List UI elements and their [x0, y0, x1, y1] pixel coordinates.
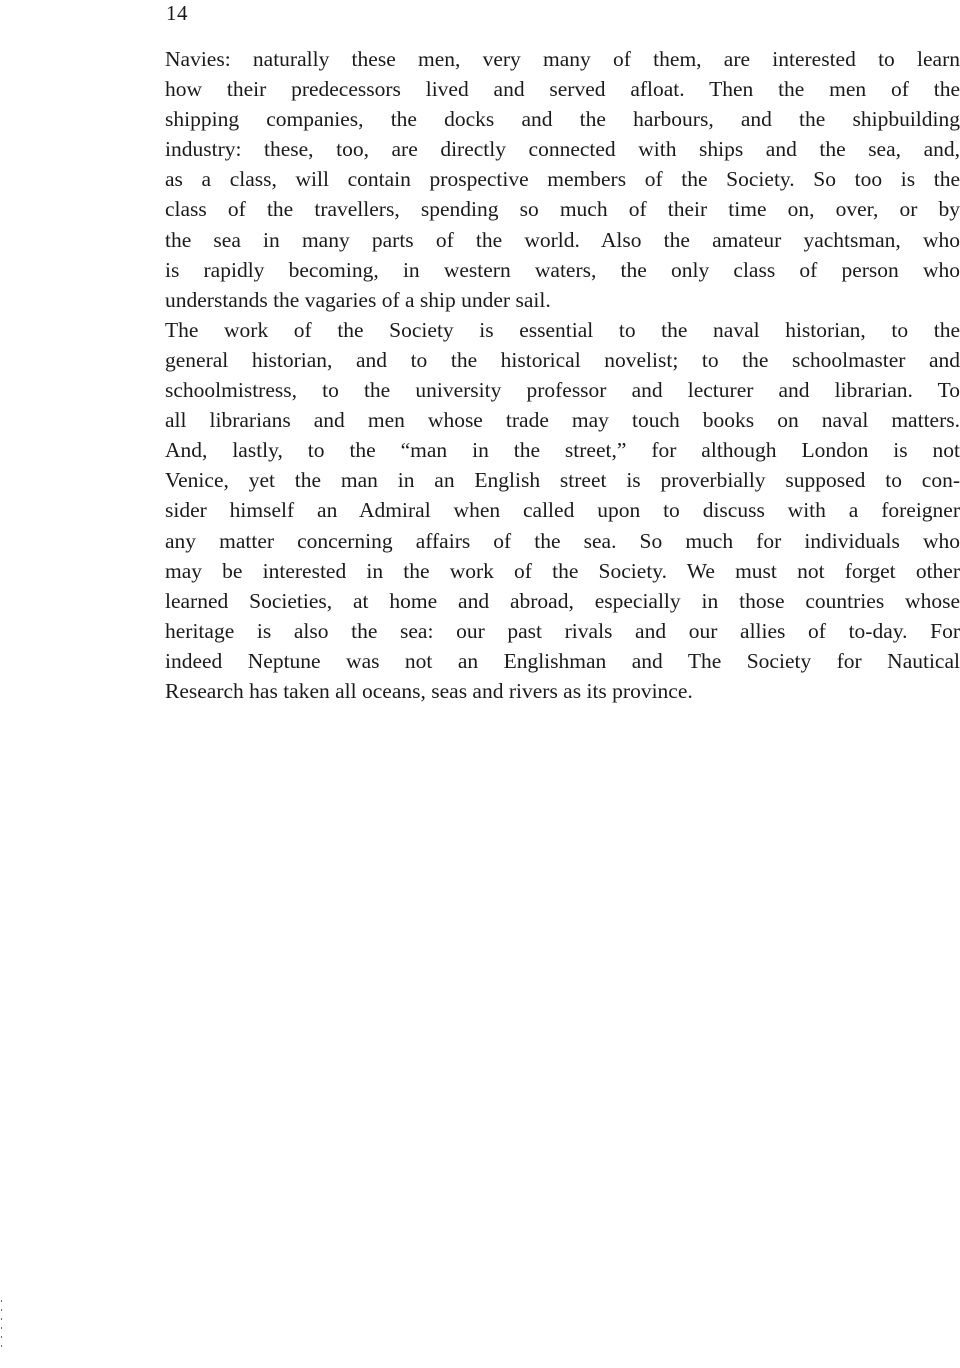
text-line: And, lastly, to the “man in the street,” for although London is not: [165, 438, 960, 463]
text-line: understands the vagaries of a ship under sail.: [165, 287, 551, 312]
text-line: sider himself an Admiral when called upon to discuss with a foreigner: [165, 498, 960, 523]
text-line: Navies: naturally these men, very many of them, are interested to learn: [165, 47, 960, 71]
scan-margin-marks: [1, 1300, 4, 1366]
text-line: may be interested in the work of the Society. We must not forget other: [165, 558, 960, 583]
text-line: schoolmistress, to the university professor and lecturer and librarian. To: [165, 378, 960, 403]
text-line: The work of the Society is essential to the naval historian, to the: [165, 317, 960, 342]
text-line: all librarians and men whose trade may touch books on naval matters.: [165, 408, 960, 433]
text-line: indeed Neptune was not an Englishman and The Society for Nautical: [165, 648, 960, 673]
scan-dot: [1, 1318, 2, 1320]
text-line: the sea in many parts of the world. Also the amateur yachtsman, who: [165, 227, 960, 252]
text-line: Research has taken all oceans, seas and rivers as its province.: [165, 678, 693, 703]
paragraph-1: [165, 44, 960, 315]
scan-dot: [1, 1300, 2, 1302]
scan-dot: [1, 1336, 2, 1338]
paragraph-2: [165, 315, 960, 706]
scan-dot: [1, 1327, 2, 1329]
text-line: any matter concerning affairs of the sea. So much for individuals who: [165, 528, 960, 553]
text-line: as a class, will contain prospective members of the Society. So too is the: [165, 167, 960, 192]
text-line: heritage is also the sea: our past rivals and our allies of to-day. For: [165, 618, 960, 643]
text-line: learned Societies, at home and abroad, especially in those countries whose: [165, 588, 960, 613]
text-line: general historian, and to the historical novelist; to the schoolmaster and: [165, 347, 960, 372]
text-line: Venice, yet the man in an English street is proverbially supposed to con-: [165, 468, 960, 493]
text-line: how their predecessors lived and served afloat. Then the men of the: [165, 77, 960, 102]
body-text: [165, 44, 960, 706]
text-line: is rapidly becoming, in western waters, the only class of person who: [165, 257, 960, 282]
scan-dot: [1, 1309, 2, 1311]
text-line: industry: these, too, are directly connected with ships and the sea, and,: [165, 137, 960, 162]
page-number: 14: [166, 1, 188, 25]
text-line: class of the travellers, spending so much of their time on, over, or by: [165, 197, 960, 222]
text-line: shipping companies, the docks and the harbours, and the shipbuilding: [165, 107, 960, 132]
scan-dot: [1, 1345, 2, 1347]
